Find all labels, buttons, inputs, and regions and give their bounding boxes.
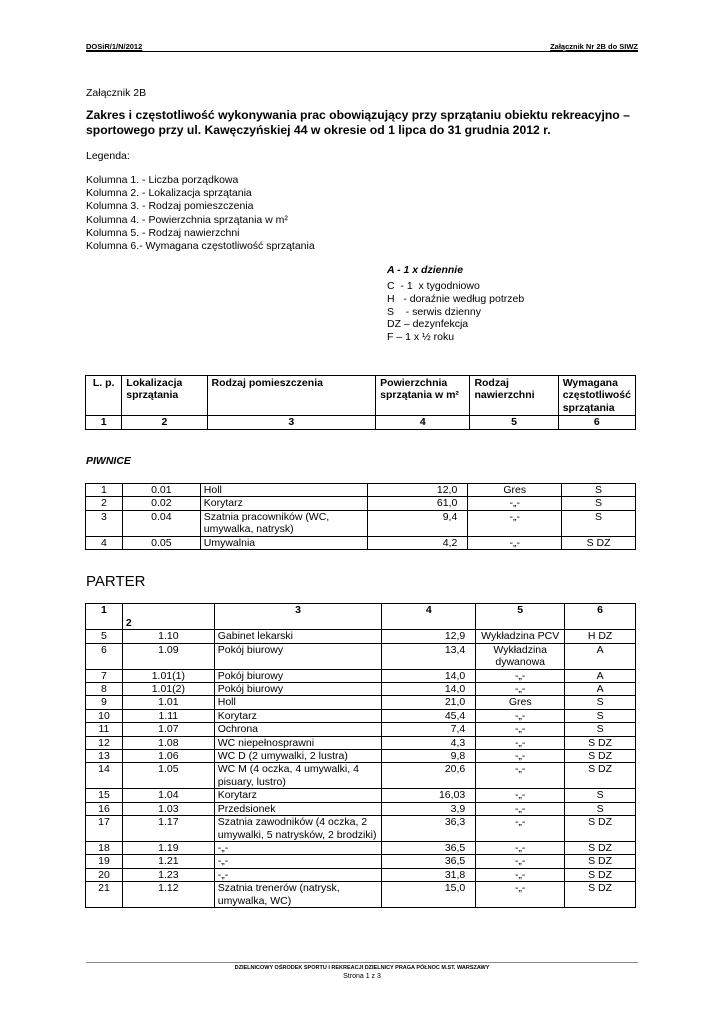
cell-surface: -„-: [476, 683, 565, 696]
cell-location: 1.17: [122, 816, 214, 842]
cell-room-type: WC D (2 umywalki, 2 lustra): [214, 750, 382, 763]
cell-area: 4,3: [382, 736, 476, 749]
cell-surface: -„-: [476, 789, 565, 802]
cell-surface: -„-: [476, 802, 565, 815]
cell-area: 15,0: [382, 882, 476, 908]
cell-area: 12,9: [382, 630, 476, 643]
cell-area: 14,0: [382, 683, 476, 696]
frequency-code: H - doraźnie według potrzeb: [387, 292, 525, 305]
cell-lp: 16: [86, 802, 123, 815]
legend-item: Kolumna 1. - Liczba porządkowa: [86, 174, 239, 186]
cell-area: 36,5: [382, 855, 476, 868]
cell-area: 12,0: [368, 484, 468, 497]
cell-lp: 6: [86, 643, 123, 669]
frequency-code: DZ – dezynfekcja: [387, 318, 469, 331]
frequency-code: C - 1 x tygodniowo: [387, 280, 480, 292]
table-row: [86, 669, 636, 682]
cell-frequency: A: [565, 669, 636, 682]
frequency-code: F – 1 x ½ roku: [387, 331, 455, 344]
table-row: [86, 789, 636, 802]
cell-room-type: Pokój biurowy: [214, 669, 382, 682]
cell-area: 13,4: [382, 643, 476, 669]
cell-frequency: A: [565, 643, 636, 669]
cell-lp: 8: [86, 683, 123, 696]
col-number: 1: [86, 416, 122, 429]
cell-area: 21,0: [382, 696, 476, 709]
cell-frequency: S: [565, 696, 636, 709]
cell-area: 4,2: [368, 536, 468, 549]
cell-room-type: Gabinet lekarski: [214, 630, 382, 643]
frequency-codes: [387, 280, 524, 344]
header-rule: [86, 51, 638, 52]
cell-lp: 10: [86, 709, 123, 722]
cell-frequency: S DZ: [565, 841, 636, 854]
col-header-area: Powierzchnia sprzątania w m²: [376, 376, 470, 416]
col-number: 1: [86, 604, 123, 630]
cell-area: 31,8: [382, 868, 476, 881]
col-header-lp: L. p.: [86, 376, 122, 416]
cell-surface: -„-: [476, 669, 565, 682]
cell-lp: 19: [86, 855, 123, 868]
frequency-code: S - serwis dzienny: [387, 305, 481, 318]
table-row: [86, 723, 636, 736]
cell-location: 1.12: [122, 882, 214, 908]
cell-frequency: S: [565, 789, 636, 802]
cell-location: 1.10: [122, 630, 214, 643]
section-title-parter: PARTER: [86, 573, 146, 590]
cell-lp: 18: [86, 841, 123, 854]
cell-room-type: -„-: [214, 868, 382, 881]
cell-room-type: Umywalnia: [200, 536, 368, 549]
table-row: [86, 816, 636, 842]
table-row: [86, 736, 636, 749]
section-title-piwnice: PIWNICE: [86, 455, 131, 467]
cell-location: 0.05: [122, 536, 200, 549]
cell-frequency: S: [565, 723, 636, 736]
cell-surface: -„-: [476, 841, 565, 854]
cell-area: 14,0: [382, 669, 476, 682]
table-row: [86, 497, 636, 510]
cell-frequency: S DZ: [565, 868, 636, 881]
col-header-surface: Rodzaj nawierzchni: [470, 376, 558, 416]
cell-frequency: S: [565, 709, 636, 722]
cell-surface: -„-: [476, 868, 565, 881]
cell-surface: -„-: [468, 536, 562, 549]
cell-location: 1.08: [122, 736, 214, 749]
cell-location: 1.06: [122, 750, 214, 763]
table-row: [86, 510, 636, 536]
cell-room-type: -„-: [214, 855, 382, 868]
cell-room-type: Holl: [214, 696, 382, 709]
cell-surface: -„-: [468, 510, 562, 536]
col-header-location: Lokalizacja sprzątania: [122, 376, 207, 416]
cell-room-type: WC M (4 oczka, 4 umywalki, 4 pisuary, lustro): [214, 763, 382, 789]
cell-room-type: Szatnia trenerów (natrysk, umywalka, WC): [214, 882, 382, 908]
cell-surface: Wykładzina dywanowa: [476, 643, 565, 669]
legend-item: Kolumna 4. - Powierzchnia sprzątania w m²: [86, 213, 288, 226]
col-number: 3: [214, 604, 382, 630]
cell-lp: 4: [86, 536, 123, 549]
cell-room-type: -„-: [214, 841, 382, 854]
cell-lp: 7: [86, 669, 123, 682]
cell-location: 0.01: [122, 484, 200, 497]
cell-room-type: Ochrona: [214, 723, 382, 736]
cell-lp: 2: [86, 497, 123, 510]
cell-frequency: S: [562, 497, 636, 510]
cell-location: 1.05: [122, 763, 214, 789]
cell-area: 45,4: [382, 709, 476, 722]
legend-item: Kolumna 5. - Rodzaj nawierzchni: [86, 226, 240, 239]
cell-lp: 11: [86, 723, 123, 736]
table-row: [86, 696, 636, 709]
cell-area: 9,4: [368, 510, 468, 536]
table-row: [86, 868, 636, 881]
frequency-code-a: A - 1 x dziennie: [387, 264, 464, 276]
cell-area: 3,9: [382, 802, 476, 815]
cell-location: 1.04: [122, 789, 214, 802]
cell-lp: 12: [86, 736, 123, 749]
cell-frequency: H DZ: [565, 630, 636, 643]
cell-area: 16,03: [382, 789, 476, 802]
cell-location: 1.01: [122, 696, 214, 709]
cell-room-type: Pokój biurowy: [214, 643, 382, 669]
footer-organization: DZIELNICOWY OŚRODEK SPORTU I REKREACJI DZIELNICY PRAGA PÓŁNOC M.ST. WARSZAWY: [234, 965, 490, 971]
legend-item: Kolumna 2. - Lokalizacja sprzątania: [86, 187, 252, 200]
cell-room-type: Szatnia zawodników (4 oczka, 2 umywalki, 5 natrysków, 2 brodziki): [214, 816, 382, 842]
table-row: [86, 855, 636, 868]
cell-location: 1.01(2): [122, 683, 214, 696]
cell-location: 1.23: [122, 868, 214, 881]
cell-room-type: Szatnia pracowników (WC, umywalka, natrysk): [200, 510, 368, 536]
cell-surface: -„-: [476, 723, 565, 736]
cell-frequency: S: [562, 510, 636, 536]
cell-location: 1.11: [122, 709, 214, 722]
cell-lp: 3: [86, 510, 123, 536]
cell-surface: -„-: [476, 736, 565, 749]
cell-surface: -„-: [476, 750, 565, 763]
doc-reference: DOSiR/1/N/2012: [86, 42, 143, 51]
col-number: 5: [476, 604, 565, 630]
cell-room-type: Pokój biurowy: [214, 683, 382, 696]
col-number: 6: [558, 416, 635, 429]
cell-area: 36,3: [382, 816, 476, 842]
annex-reference: Załącznik Nr 2B do SIWZ: [550, 42, 638, 51]
legend-list: [86, 174, 315, 253]
col-number: 3: [207, 416, 376, 429]
table-row: [86, 763, 636, 789]
cell-room-type: Korytarz: [214, 789, 382, 802]
cell-frequency: S DZ: [565, 882, 636, 908]
cell-frequency: S DZ: [565, 763, 636, 789]
cell-room-type: Korytarz: [214, 709, 382, 722]
table-row: [86, 604, 636, 630]
cell-location: 1.01(1): [122, 669, 214, 682]
cell-lp: 5: [86, 630, 123, 643]
cell-frequency: S DZ: [562, 536, 636, 549]
cell-location: 1.19: [122, 841, 214, 854]
cell-frequency: S DZ: [565, 750, 636, 763]
cell-lp: 20: [86, 868, 123, 881]
cell-area: 7,4: [382, 723, 476, 736]
cell-area: 20,6: [382, 763, 476, 789]
cell-surface: -„-: [476, 816, 565, 842]
cell-lp: 13: [86, 750, 123, 763]
cell-room-type: Korytarz: [200, 497, 368, 510]
annex-label: Załącznik 2B: [86, 87, 147, 99]
cell-lp: 21: [86, 882, 123, 908]
table-row: [86, 484, 636, 497]
col-number: 6: [565, 604, 636, 630]
col-number: 4: [382, 604, 476, 630]
cell-location: 0.04: [122, 510, 200, 536]
col-number: 4: [376, 416, 470, 429]
table-row: [86, 709, 636, 722]
page-number: Strona 1 z 3: [343, 973, 381, 980]
cell-location: 1.21: [122, 855, 214, 868]
legend-heading: Legenda:: [86, 150, 130, 162]
col-header-room-type: Rodzaj pomieszczenia: [207, 376, 376, 416]
legend-item: Kolumna 3. - Rodzaj pomieszczenia: [86, 200, 254, 213]
parter-table: [85, 603, 636, 908]
table-row: [86, 750, 636, 763]
table-row: [86, 882, 636, 908]
cell-surface: Gres: [468, 484, 562, 497]
col-number: 5: [470, 416, 558, 429]
cell-frequency: A: [565, 683, 636, 696]
table-row: [86, 841, 636, 854]
cell-location: 1.03: [122, 802, 214, 815]
cell-frequency: S DZ: [565, 736, 636, 749]
document-title: Zakres i częstotliwość wykonywania prac obowiązujący przy sprzątaniu obiektu rekreacyjno – sportowego przy ul. Kawęczyńskiej 44 w okresie od 1 lipca do 31 grudnia 2012 r.: [86, 108, 630, 137]
legend-item: Kolumna 6.- Wymagana częstotliwość sprzątania: [86, 240, 315, 253]
cell-lp: 1: [86, 484, 123, 497]
col-number: 2: [122, 604, 214, 630]
cell-lp: 17: [86, 816, 123, 842]
col-header-frequency: Wymagana częstotliwość sprzątania: [558, 376, 635, 416]
table-row: [86, 802, 636, 815]
col-number: 2: [122, 416, 207, 429]
cell-room-type: Holl: [200, 484, 368, 497]
table-row: [86, 630, 636, 643]
cell-surface: -„-: [468, 497, 562, 510]
cell-frequency: S: [565, 802, 636, 815]
cell-surface: Gres: [476, 696, 565, 709]
cell-surface: -„-: [476, 763, 565, 789]
cell-frequency: S DZ: [565, 855, 636, 868]
cell-room-type: Przedsionek: [214, 802, 382, 815]
cell-area: 36,5: [382, 841, 476, 854]
cell-surface: -„-: [476, 882, 565, 908]
footer-rule: [86, 962, 638, 963]
column-header-table: [85, 375, 636, 430]
cell-surface: -„-: [476, 709, 565, 722]
cell-lp: 9: [86, 696, 123, 709]
table-row: [86, 536, 636, 549]
table-row: [86, 643, 636, 669]
cell-location: 1.07: [122, 723, 214, 736]
cell-frequency: S: [562, 484, 636, 497]
cell-area: 9,8: [382, 750, 476, 763]
piwnice-table: [85, 483, 636, 550]
cell-area: 61,0: [368, 497, 468, 510]
table-row: [86, 683, 636, 696]
cell-surface: Wykładzina PCV: [476, 630, 565, 643]
cell-location: 0.02: [122, 497, 200, 510]
cell-room-type: WC niepełnosprawni: [214, 736, 382, 749]
cell-surface: -„-: [476, 855, 565, 868]
cell-frequency: S DZ: [565, 816, 636, 842]
cell-lp: 14: [86, 763, 123, 789]
cell-lp: 15: [86, 789, 123, 802]
cell-location: 1.09: [122, 643, 214, 669]
